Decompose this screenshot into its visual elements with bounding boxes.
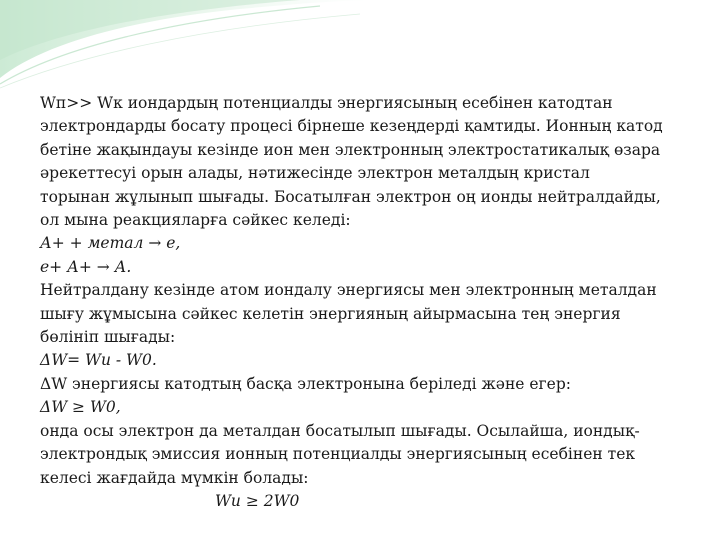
text-line: шығу жұмысына сәйкес келетін энергияның айырмасына тең энергия [40,304,621,323]
energy-formula: ΔW= Wи - W0. [40,351,157,370]
text-line: бөлініп шығады: [40,328,176,347]
text-line: электрондарды босату процесі бірнеше кезеңдерді қамтиды. Ионның катод [40,117,663,136]
text-line: онда осы электрон да металдан босатылып шығады. Осылайша, иондық- [40,421,640,440]
corner-wave-decoration [0,0,720,100]
text-line: Нейтралдану кезінде атом иондалу энергиясы мен электронның металдан [40,281,657,300]
text-line: ол мына реакцияларға сәйкес келеді: [40,211,351,230]
reaction-formula-1: А+ + метал → е, [40,234,181,253]
slide-body-text [40,92,690,513]
text-line: келесі жағдайда мүмкін болады: [40,468,309,487]
final-condition-formula: Wи ≥ 2W0 [215,491,300,510]
text-line: торынан жұлынып шығады. Босатылған электрон оң ионды нейтралдайды, [40,187,661,206]
text-line: бетіне жақындауы кезінде ион мен электронның электростатикалық өзара [40,140,661,159]
text-line: Wп>> Wк иондардың потенциалды энергиясының есебінен катодтан [40,94,613,112]
text-line: ΔW энергиясы катодтың басқа электронына беріледі және егер: [40,374,571,393]
text-line: электрондық эмиссия ионның потенциалды энергиясының есебінен тек [40,445,636,464]
reaction-formula-2: е+ А+ → А. [40,257,132,276]
text-line: әрекеттесуі орын алады, нәтижесінде электрон металдың кристал [40,164,590,183]
condition-formula: ΔW ≥ W0, [40,398,121,417]
